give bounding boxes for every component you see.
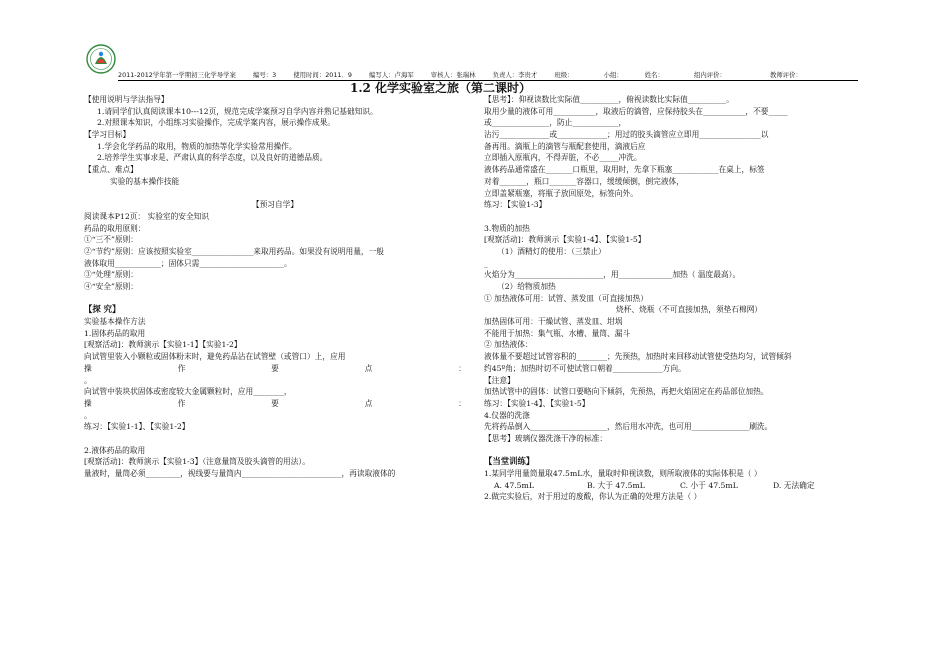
page-title: 1.2 化学实验室之旅（第二课时） <box>350 81 532 95</box>
text-line: 先将药品倒入____________________，然后用水冲洗，也可用_______________刷洗。 <box>484 422 773 432</box>
text-line: 液体量不要超过试管容积的________；先预热，加热时来回移动试管使受热均匀，试管倾斜 <box>484 352 792 362</box>
text-line: 2.做完实验后，对于用过的废酸，你认为正确的处理方法是（ ） <box>484 492 702 502</box>
text-line: 【学习目标】 <box>84 130 131 140</box>
line-segment: 点 <box>364 398 373 408</box>
text-line: 【使用说明与学法指导】 <box>84 95 169 104</box>
text-line: [观察活动]：教师演示【实验1-3】（注意量筒及胶头滴管的用法）。 <box>84 457 310 467</box>
text-line: 向试管中装块状固体或密度较大金属颗粒时，应用________， <box>84 387 292 397</box>
text-line: 取用少量的液体可用___________，取液后的滴管，应保持胶头在___________，不要_____ <box>484 106 788 116</box>
text-line: ② 加热液体： <box>484 340 533 350</box>
spacer <box>484 211 866 223</box>
text-line: 【重点、难点】 <box>84 165 138 175</box>
spacer <box>84 433 466 445</box>
text-line: 或_______________，防止____________， <box>484 118 627 128</box>
left-column <box>84 94 466 480</box>
distributed-line <box>84 398 466 410</box>
text-line: 立即插入原瓶内，不得弄脏，不必_____冲洗。 <box>484 153 642 163</box>
header-group-eval: 组内评价： <box>694 71 726 79</box>
answer-option: D. 无法确定 <box>773 480 815 490</box>
section-heading: 【当堂训练】 <box>484 456 535 467</box>
text-line: 液体药品通常盛在_______口瓶里，取用时，先拿下瓶塞____________在桌上，标签 <box>484 165 765 175</box>
text-line: ④“安全”原则： <box>84 282 138 291</box>
line-segment: ： <box>458 398 466 408</box>
right-column <box>484 94 866 503</box>
text-line: 药品的取用原则： <box>84 223 146 233</box>
text-line: 1.某同学用量筒量取47.5mL水，量取时仰视读数，则所取液体的实际体积是（ ） <box>484 469 762 478</box>
text-line: 立即盖紧瓶塞，将瓶子放回原处，标签向外。 <box>484 188 638 198</box>
text-line: 【注意】 <box>484 375 515 385</box>
text-line: 向试管里装入小颗粒或固体粉末时，避免药品沾在试管壁（或管口）上，应用 <box>84 352 346 362</box>
text-line: 【思考】玻璃仪器洗涤干净的标准： <box>484 433 608 443</box>
answer-option: C. 小于 47.5mL <box>680 480 738 490</box>
header-writer: 编写人：卢海军 <box>369 71 414 79</box>
text-line: ③“处理”原则： <box>84 270 138 280</box>
header-teacher-eval: 教师评价： <box>770 71 802 79</box>
text-line: 练习：【实验1-3】 <box>484 200 547 210</box>
header-class-field: 班级： <box>554 71 574 79</box>
text-line: 练习：【实验1-4】、【实验1-5】 <box>484 398 590 408</box>
header-group-field: 小组： <box>603 71 623 79</box>
answer-option: B. 大于 47.5mL <box>587 480 645 490</box>
spacer <box>84 293 466 305</box>
text-line: 练习：【实验1-1】、【实验1-2】 <box>84 422 190 432</box>
header-name-field: 姓名： <box>644 71 664 79</box>
text-line: 量液时，量筒必须_________，视线要与量筒内__________________________，再读取液体的 <box>84 469 396 479</box>
text-line: ②“节约”原则：应该按照实验室________________来取用药品。如果没有说明用量，一般 <box>84 246 384 256</box>
text-line: （2）给物质加热 <box>497 282 556 291</box>
text-line: 加热固体可用：干燥试管、蒸发皿、坩埚 <box>484 317 623 327</box>
text-line: 2.培养学生实事求是、严肃认真的科学态度，以及良好的道德品质。 <box>97 153 328 163</box>
spacer <box>84 188 466 200</box>
school-logo-icon <box>86 44 116 74</box>
answer-option: A. 47.5mL <box>494 480 534 490</box>
section-heading: 【预习自学】 <box>251 200 299 210</box>
text-line: 1.请同学们认真阅读课本10---12页，规范完成学案预习自学内容并熟记基础知识。 <box>97 106 378 116</box>
text-line: 2.液体药品的取用 <box>84 445 146 455</box>
section-heading: 【探 究】 <box>84 304 121 315</box>
line-segment: ： <box>458 363 466 373</box>
text-line: 不能用于加热：集气瓶、水槽、量筒、漏斗 <box>484 328 631 338</box>
text-line: 烧杯、烧瓶（不可直接加热，须垫石棉网） <box>616 305 763 315</box>
text-line: 2.对照课本知识，小组练习实验操作，完成学案内容，展示操作成果。 <box>97 118 335 128</box>
line-segment: 要 <box>271 398 279 408</box>
line-segment: 作 <box>177 398 186 408</box>
header-reviewer: 审核人：张瑞林 <box>430 71 476 79</box>
header-number: 编号：3 <box>252 71 277 79</box>
header-school-year: 2011-2012学年第一学期初三化学导学案 <box>118 71 236 79</box>
text-line: 1.固体药品的取用 <box>84 328 146 338</box>
spacer <box>484 445 866 457</box>
text-line: 沾污_____________或_____________；用过的胶头滴管应立即用________________以 <box>484 130 769 140</box>
text-line: ① 加热液体可用：试管、蒸发皿（可直接加热） <box>484 293 648 303</box>
text-line: 对着_______，瓶口_______容器口，缓缓倾倒，倒完液体， <box>484 176 684 186</box>
text-line: 液体取用____________；固体只需______________________。 <box>84 258 292 268</box>
text-line: 实验的基本操作技能 <box>110 176 180 186</box>
text-line: 加热试管中的固体：试管口要略向下倾斜，先预热，再把火焰固定在药品部位加热。 <box>484 387 769 397</box>
header-use-time: 使用时间：2011．9 <box>293 71 352 79</box>
text-line: ①“三不”原则： <box>84 235 138 245</box>
distributed-line <box>84 363 466 375</box>
text-line: 阅读课本P12页： 实验室的安全知识 <box>84 211 210 221</box>
text-line: 。 <box>84 410 92 420</box>
line-segment: 作 <box>177 363 186 373</box>
text-line: 火焰分为_______________________，用______________加热（ 温度最高）。 <box>484 270 741 280</box>
line-segment: 点 <box>364 363 373 373</box>
text-line: _ <box>484 258 488 268</box>
line-segment: 操 <box>84 398 92 408</box>
text-line: （1）酒精灯的使用：（三禁止） <box>497 246 606 256</box>
header-leader: 负责人：李贵才 <box>492 71 538 79</box>
text-line: 【思考】：仰视读数比实际值__________，俯视读数比实际值__________。 <box>484 95 734 104</box>
text-line: 备再用。滴瓶上的滴管与瓶配套使用，滴液后应 <box>484 141 646 151</box>
text-line: 。 <box>84 375 92 385</box>
text-line: 3.物质的加热 <box>484 223 530 233</box>
text-line: 约45º角；加热时切不可使试管口朝着_____________方向。 <box>484 363 686 373</box>
answer-options <box>484 480 866 492</box>
text-line: 1.学会化学药品的取用，物质的加热等化学实验常用操作。 <box>97 141 297 151</box>
text-line: 实验基本操作方法 <box>84 317 146 327</box>
text-line: 4.仪器的洗涤 <box>484 410 530 420</box>
line-segment: 要 <box>271 363 279 373</box>
line-segment: 操 <box>84 363 92 373</box>
text-line: [观察活动]：教师演示【实验1-1】【实验1-2】 <box>84 340 242 350</box>
text-line: [观察活动]：教师演示【实验1-4】、【实验1-5】 <box>484 235 646 245</box>
